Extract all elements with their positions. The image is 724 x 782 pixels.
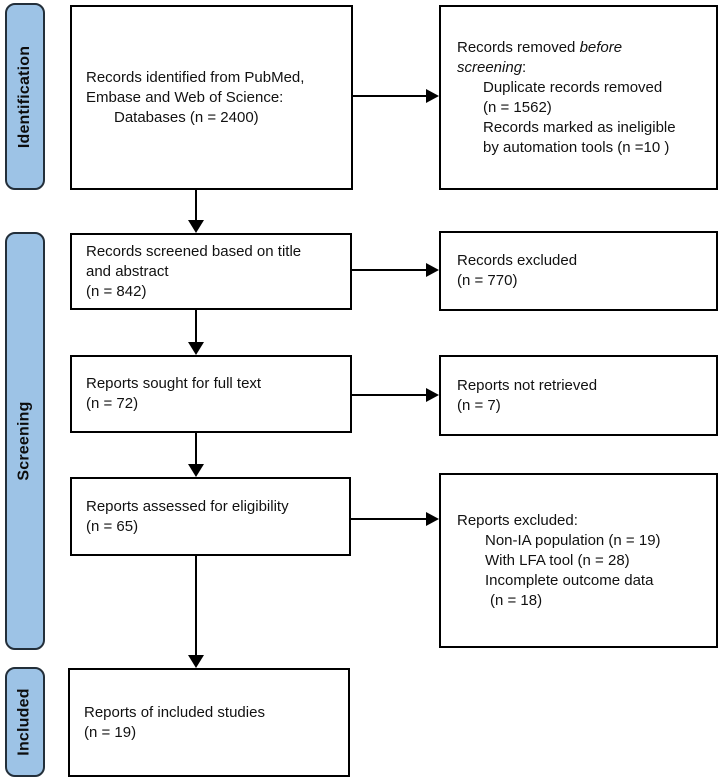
box-records-removed-line1-regular: Records removed	[457, 38, 580, 56]
box-reports-sought-line2: (n = 72)	[86, 395, 139, 412]
arrow-shaft	[351, 518, 428, 520]
arrow-head-right-icon	[426, 512, 439, 526]
box-records-screened-line3: (n = 842)	[86, 282, 147, 300]
arrow-head-right-icon	[426, 388, 439, 402]
box-records-removed-line2	[457, 58, 706, 78]
box-reports-excluded-item1: Non-IA population (n = 19)	[485, 531, 661, 549]
box-records-removed-item3: Records marked as ineligible	[483, 118, 676, 136]
box-reports-included-line1: Reports of included studies	[84, 703, 265, 721]
box-records-removed-item1: Duplicate records removed	[483, 78, 663, 96]
box-records-identified	[70, 5, 353, 190]
box-records-removed-item4: by automation tools (n =10 )	[483, 138, 670, 156]
stage-label-included	[5, 667, 45, 777]
arrow-screened-to-sought	[188, 310, 204, 355]
box-records-screened-line2: and abstract	[86, 262, 169, 280]
box-records-excluded-line1: Records excluded	[457, 252, 578, 269]
box-reports-included-line2: (n = 19)	[84, 723, 137, 741]
box-records-identified-line3: Databases (n = 2400)	[114, 108, 259, 126]
arrow-shaft	[352, 269, 428, 271]
arrow-screened-to-excluded	[352, 263, 439, 277]
arrow-sought-to-not-retrieved	[352, 388, 439, 402]
box-reports-excluded-item3: Incomplete outcome data	[485, 571, 654, 589]
box-reports-excluded-item2: With LFA tool (n = 28)	[485, 551, 630, 569]
box-reports-sought-line1: Reports sought for full text	[86, 375, 262, 392]
arrow-shaft	[195, 190, 197, 221]
box-records-removed	[439, 5, 718, 190]
box-reports-excluded-item4: (n = 18)	[490, 591, 543, 609]
arrow-head-down-icon	[188, 655, 204, 668]
stage-label-identification-text: Identification	[16, 45, 34, 148]
arrow-shaft	[195, 310, 197, 343]
arrow-head-down-icon	[188, 342, 204, 355]
box-reports-excluded-line1: Reports excluded:	[457, 511, 578, 529]
box-reports-not-retrieved-line1: Reports not retrieved	[457, 376, 598, 394]
box-reports-not-retrieved-line2: (n = 7)	[457, 396, 501, 414]
box-reports-not-retrieved	[439, 355, 718, 436]
stage-label-identification	[5, 3, 45, 190]
box-records-excluded	[439, 231, 718, 311]
box-records-excluded-line2: (n = 770)	[457, 272, 518, 289]
box-records-removed-line2-regular: :	[522, 58, 527, 76]
box-records-removed-line1-italic: before	[579, 38, 623, 56]
stage-label-screening	[5, 232, 45, 650]
arrow-head-right-icon	[426, 263, 439, 277]
arrow-identified-to-screened	[188, 190, 204, 233]
stage-label-included-text: Included	[16, 688, 34, 756]
arrow-head-down-icon	[188, 220, 204, 233]
arrow-shaft	[353, 95, 428, 97]
arrow-identified-to-removed	[353, 89, 439, 103]
box-records-removed-line1	[457, 38, 706, 58]
box-records-identified-line1: Records identified from PubMed,	[86, 68, 305, 86]
box-reports-included	[68, 668, 350, 777]
box-reports-assessed-line1: Reports assessed for eligibility	[86, 497, 289, 515]
box-records-screened-line1: Records screened based on title	[86, 242, 302, 260]
stage-label-screening-text: Screening	[16, 401, 34, 481]
arrow-head-right-icon	[426, 89, 439, 103]
box-reports-assessed-line2: (n = 65)	[86, 517, 139, 535]
arrow-shaft	[195, 556, 197, 656]
arrow-shaft	[195, 433, 197, 465]
box-records-removed-line2-italic: screening	[457, 58, 523, 76]
arrow-assessed-to-excluded	[351, 512, 439, 526]
box-records-identified-line2: Embase and Web of Science:	[86, 88, 284, 106]
arrow-assessed-to-included	[188, 556, 204, 668]
box-records-removed-item2: (n = 1562)	[483, 98, 552, 116]
arrow-shaft	[352, 394, 428, 396]
arrow-head-down-icon	[188, 464, 204, 477]
arrow-sought-to-assessed	[188, 433, 204, 477]
box-reports-assessed	[70, 477, 351, 556]
box-reports-excluded	[439, 473, 718, 648]
box-reports-sought	[70, 355, 352, 433]
box-records-screened	[70, 233, 352, 310]
